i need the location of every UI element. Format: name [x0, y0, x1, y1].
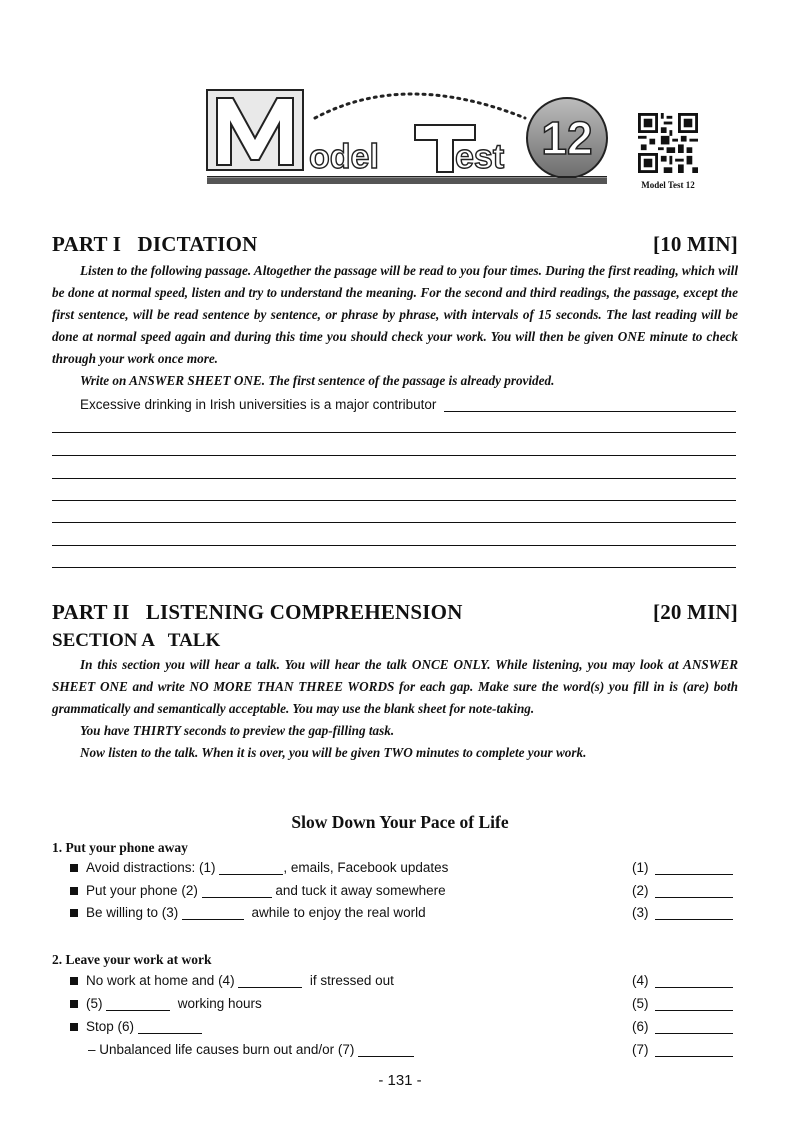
gap-blank-2[interactable]: [202, 883, 272, 898]
answer-blank[interactable]: [655, 996, 733, 1011]
dictation-blank-line[interactable]: [444, 397, 736, 412]
dictation-first-sentence-row: [80, 397, 736, 412]
part2-instructions: [52, 654, 738, 764]
part1-instruction-2: Write on ANSWER SHEET ONE. The first sentence of the passage is already provided.: [80, 373, 555, 388]
dictation-line[interactable]: [52, 478, 736, 479]
answer-slot-7: [632, 1042, 733, 1057]
dictation-line[interactable]: [52, 432, 736, 433]
part1-instructions: [52, 260, 738, 392]
part2-instruction-3: Now listen to the talk. When it is over, you will be given TWO minutes to complete your work.: [80, 745, 587, 760]
answer-slot-6: [632, 1019, 733, 1034]
dictation-first-sentence: Excessive drinking in Irish universities is a major contributor: [80, 397, 437, 412]
answer-slot-3: [632, 905, 733, 920]
section-a-heading: SECTION A TALK: [52, 630, 221, 651]
list-item: [70, 1019, 202, 1034]
part2-instruction-2: You have THIRTY seconds to preview the gap-filling task.: [80, 723, 395, 738]
dictation-line[interactable]: [52, 500, 736, 501]
item-text: working hours: [170, 996, 262, 1011]
item-text: – Unbalanced life causes burn out and/or (7): [88, 1042, 359, 1057]
part1-time: [10 MIN]: [653, 232, 738, 256]
gap-blank-3[interactable]: [182, 905, 244, 920]
answer-label: (2): [632, 883, 649, 898]
qr-caption: Model Test 12: [641, 180, 695, 190]
talk-title: Slow Down Your Pace of Life: [291, 812, 509, 832]
list-item: [88, 1042, 414, 1057]
answer-label: (7): [632, 1042, 649, 1057]
item-text: Stop (6): [86, 1019, 138, 1034]
answer-slot-1: [632, 860, 733, 875]
part2-heading: [52, 600, 738, 625]
answer-slot-5: [632, 996, 733, 1011]
part1-heading: [52, 232, 738, 257]
banner-word-test: est: [455, 138, 505, 176]
item-text: No work at home and (4): [86, 973, 239, 988]
list-item: [70, 860, 448, 875]
banner-number: 12: [541, 112, 593, 164]
part2-time: [20 MIN]: [653, 600, 738, 624]
big-m-letter: [207, 90, 303, 170]
item-text: and tuck it away somewhere: [271, 883, 446, 898]
answer-label: (6): [632, 1019, 649, 1034]
answer-label: (4): [632, 973, 649, 988]
group1-title: 1. Put your phone away: [52, 840, 188, 855]
dictation-line[interactable]: [52, 545, 736, 546]
answer-label: (3): [632, 905, 649, 920]
item-text: , emails, Facebook updates: [283, 860, 449, 875]
answer-blank[interactable]: [655, 1042, 733, 1057]
answer-label: (5): [632, 996, 649, 1011]
part1-instruction-1: Listen to the following passage. Altogether the passage will be read to you four times. During the first reading, which will be done at normal speed, listen and try to understand the meaning. For the second and third readings, the passage, except the first sentence, will be read sentence by sentence, or phrase by phrase, with intervals of 15 seconds. The last reading will be done at normal speed again and during this time you should check your work. You will then be given ONE minute to check through your work once more.: [52, 263, 738, 366]
list-item: [70, 996, 262, 1011]
answer-blank[interactable]: [655, 883, 733, 898]
gap-blank-5[interactable]: [106, 996, 170, 1011]
qr-code[interactable]: [638, 113, 698, 173]
item-text: (5): [86, 996, 107, 1011]
list-item: [70, 905, 426, 920]
bullet-square-icon: [70, 977, 78, 985]
item-text: if stressed out: [302, 973, 394, 988]
gap-blank-1[interactable]: [219, 860, 283, 875]
bullet-square-icon: [70, 864, 78, 872]
item-text: Put your phone (2): [86, 883, 202, 898]
dictation-line[interactable]: [52, 455, 736, 456]
model-test-banner: [205, 80, 615, 190]
answer-blank[interactable]: [655, 905, 733, 920]
part1-title: PART I DICTATION: [52, 232, 258, 256]
answer-slot-2: [632, 883, 733, 898]
dictation-line[interactable]: [52, 522, 736, 523]
group2-title: 2. Leave your work at work: [52, 952, 212, 967]
answer-blank[interactable]: [655, 860, 733, 875]
answer-blank[interactable]: [655, 973, 733, 988]
page-number: - 131 -: [378, 1072, 422, 1089]
gap-blank-7[interactable]: [358, 1042, 414, 1057]
part2-title: PART II LISTENING COMPREHENSION: [52, 600, 463, 624]
bullet-square-icon: [70, 909, 78, 917]
banner-graphic: [205, 80, 615, 190]
answer-blank[interactable]: [655, 1019, 733, 1034]
bullet-square-icon: [70, 887, 78, 895]
item-text: Avoid distractions: (1): [86, 860, 220, 875]
banner-word-model: odel: [309, 138, 379, 176]
part2-instruction-1: In this section you will hear a talk. You will hear the talk ONCE ONLY. While listening, you may look at ANSWER SHEET ONE and write NO MORE THAN THREE WORDS for each gap. Make sure the word(s) you fill in is (are) both grammatically and semantically acceptable. You may use the blank sheet for note-taking.: [52, 657, 738, 716]
list-item: [70, 883, 446, 898]
bullet-square-icon: [70, 1023, 78, 1031]
bullet-square-icon: [70, 1000, 78, 1008]
gap-blank-6[interactable]: [138, 1019, 202, 1034]
answer-slot-4: [632, 973, 733, 988]
dictation-line[interactable]: [52, 567, 736, 568]
list-item: [70, 973, 394, 988]
item-text: Be willing to (3): [86, 905, 183, 920]
gap-blank-4[interactable]: [238, 973, 302, 988]
answer-label: (1): [632, 860, 649, 875]
item-text: awhile to enjoy the real world: [244, 905, 426, 920]
